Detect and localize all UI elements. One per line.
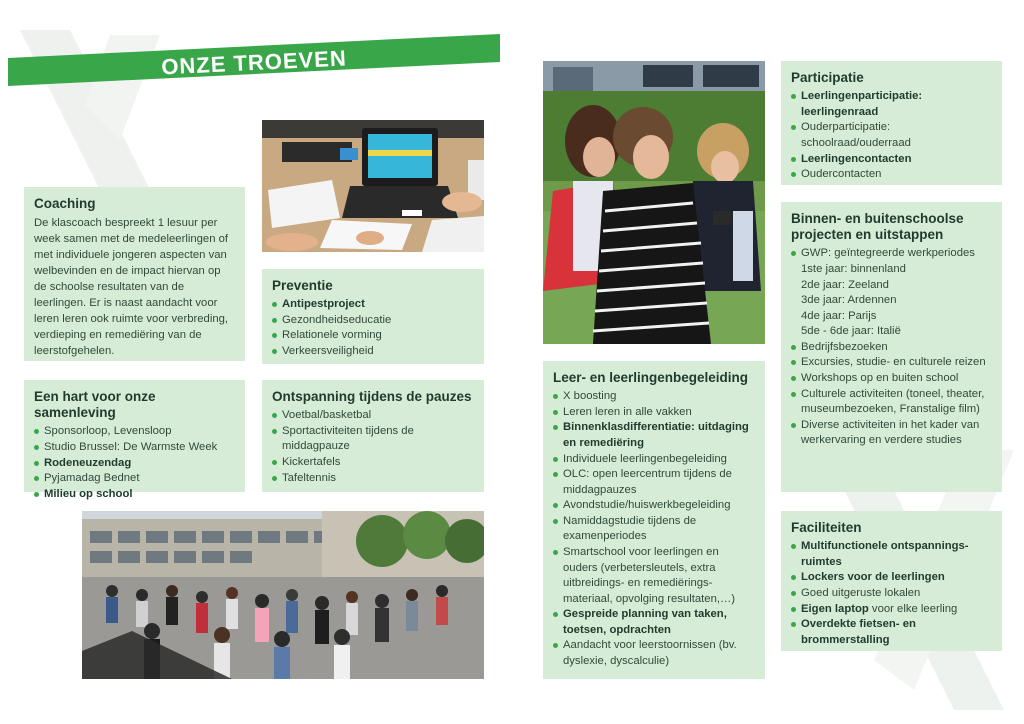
list-item-sub: 4de jaar: Parijs: [801, 309, 877, 322]
samenleving-title: Een hart voor onze samenleving: [34, 389, 156, 421]
list-item: GWP: geïntegreerde werkperiodes: [791, 246, 992, 262]
list-item: Rodeneuzendag: [34, 456, 235, 472]
list-item: Antipestproject: [272, 297, 474, 313]
begeleiding-title: Leer- en leerlingenbegeleiding: [553, 370, 749, 385]
preventie-list: [272, 297, 474, 359]
list-item-sub: 3de jaar: Ardennen: [801, 294, 897, 307]
list-item: Sponsorloop, Levensloop: [34, 424, 235, 440]
list-item-sub: 1ste jaar: binnenland: [801, 262, 906, 275]
list-item: Leerlingencontacten: [791, 152, 992, 168]
coaching-text: De klascoach bespreekt 1 lesuur per week samen met de medeleerlingen of met individuele jongeren aspecten van welbevinden en de impact hiervan op de schoolse resultaten van de leerlingen. Er is naast aandacht voor leren leren ook ruimte voor verbreding, verdieping en remediëring van de leerstofgehelen.: [34, 217, 229, 358]
list-item-sub: 2de jaar: Zeeland: [801, 278, 889, 291]
projecten-title: Binnen- en buitenschoolse projecten en uitstappen: [791, 211, 964, 243]
list-item: OLC: open leercentrum tijdens de middagpauzes: [553, 467, 755, 498]
list-item: Culturele activiteiten (toneel, theater, museumbezoeken, Franstalige film): [791, 387, 992, 418]
list-item: Multifunctionele ontspannings-ruimtes: [791, 539, 992, 570]
photo-laptop-classroom: [262, 120, 484, 252]
photo-schoolyard-crowd: [82, 511, 484, 679]
list-item: Gezondheidseducatie: [272, 313, 474, 329]
projecten-box: [781, 202, 1002, 492]
list-item: Goed uitgeruste lokalen: [791, 586, 992, 602]
samenleving-box: [24, 380, 245, 500]
ontspanning-box: [262, 380, 484, 492]
ontspanning-title: Ontspanning tijdens de pauzes: [272, 389, 472, 404]
list-item: Gespreide planning van taken, toetsen, opdrachten: [553, 607, 755, 638]
list-item: Milieu op school: [34, 487, 235, 503]
preventie-box: [262, 269, 484, 364]
list-item: Tafeltennis: [272, 471, 474, 487]
list-item: Ouderparticipatie: schoolraad/ouderraad: [791, 120, 992, 151]
projecten-list: [791, 246, 992, 449]
list-item: Diverse activiteiten in het kader van werkervaring en verdere studies: [791, 418, 992, 449]
list-item: Leerlingenparticipatie: leerlingenraad: [791, 89, 992, 120]
list-item: Oudercontacten: [791, 167, 992, 183]
list-item: Binnenklasdifferentiatie: uitdaging en remediëring: [553, 420, 755, 451]
list-item: X boosting: [553, 389, 755, 405]
ontspanning-list: [272, 408, 474, 486]
title-banner: [8, 34, 500, 86]
begeleiding-box: [543, 361, 765, 679]
samenleving-list: [34, 424, 235, 502]
list-item-sub: 5de - 6de jaar: Italië: [801, 325, 901, 338]
list-item: Leren leren in alle vakken: [553, 405, 755, 421]
list-item: Studio Brussel: De Warmste Week: [34, 440, 235, 456]
list-item: [791, 602, 992, 618]
list-item: Namiddagstudie tijdens de examenperiodes: [553, 514, 755, 545]
list-item: Workshops op en buiten school: [791, 371, 992, 387]
laptop-bold: Eigen laptop: [801, 602, 869, 615]
participatie-list: [791, 89, 992, 182]
list-item: Sportactiviteiten tijdens de middagpauze: [272, 424, 474, 455]
coaching-title: Coaching: [34, 196, 96, 211]
list-item: Aandacht voor leerstoornissen (bv. dyslexie, dyscalculie): [553, 638, 755, 669]
list-item: Voetbal/basketbal: [272, 408, 474, 424]
list-item: Avondstudie/huiswerkbegeleiding: [553, 498, 755, 514]
list-item: Bedrijfsbezoeken: [791, 340, 992, 356]
faciliteiten-box: [781, 511, 1002, 651]
banner-title: ONZE TROEVEN: [160, 45, 348, 80]
coaching-box: [24, 187, 245, 361]
list-item: Smartschool voor leerlingen en ouders (verbetersleutels, extra uitbreidings- en remediërings-materiaal, opvolging resultaten,…): [553, 545, 755, 607]
participatie-box: [781, 61, 1002, 185]
list-item: Excursies, studie- en culturele reizen: [791, 355, 992, 371]
list-item: Individuele leerlingenbegeleiding: [553, 452, 755, 468]
participatie-title: Participatie: [791, 70, 864, 85]
faciliteiten-title: Faciliteiten: [791, 520, 862, 535]
list-item: Relationele vorming: [272, 328, 474, 344]
laptop-rest: voor elke leerling: [868, 602, 958, 615]
photo-students-outdoors: [543, 61, 765, 344]
faciliteiten-list: [791, 539, 992, 648]
list-item: Lockers voor de leerlingen: [791, 570, 992, 586]
begeleiding-list: [553, 389, 755, 669]
list-item: Verkeersveiligheid: [272, 344, 474, 360]
list-item: Overdekte fietsen- en brommerstalling: [791, 617, 992, 648]
list-item: Pyjamadag Bednet: [34, 471, 235, 487]
list-item: Kickertafels: [272, 455, 474, 471]
preventie-title: Preventie: [272, 278, 333, 293]
